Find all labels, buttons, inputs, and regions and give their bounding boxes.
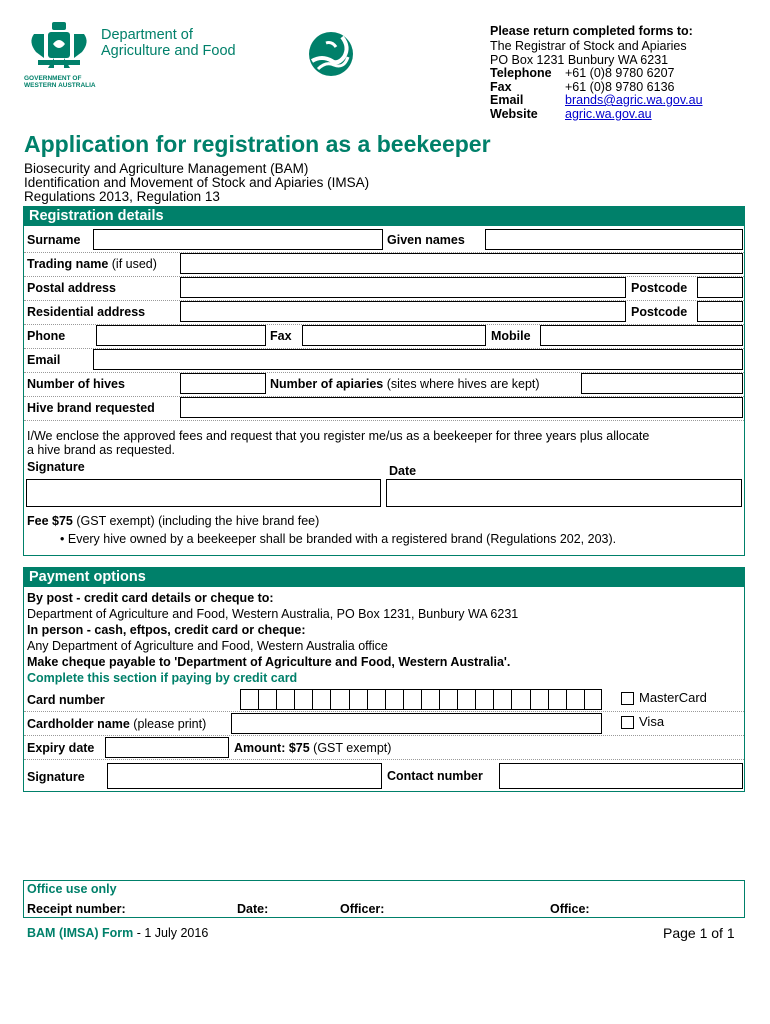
hive-brand-field[interactable] bbox=[180, 397, 743, 418]
date-label: Date bbox=[389, 464, 417, 478]
form-version: BAM (IMSA) Form - 1 July 2016 bbox=[27, 926, 209, 940]
office-date-label: Date: bbox=[237, 902, 269, 916]
officer-label: Officer: bbox=[340, 902, 385, 916]
mastercard-checkbox[interactable] bbox=[621, 692, 634, 705]
postal-address-label: Postal address bbox=[27, 281, 116, 295]
office-label: Office: bbox=[550, 902, 590, 916]
fee-text: Fee $75 (GST exempt) (including the hive brand fee) bbox=[27, 514, 320, 528]
number-of-hives-label: Number of hives bbox=[27, 377, 125, 391]
gov-line2: WESTERN AUSTRALIA bbox=[24, 82, 96, 89]
number-of-apiaries-label: Number of apiaries (sites where hives are kept) bbox=[270, 377, 540, 391]
hive-brand-label: Hive brand requested bbox=[27, 401, 155, 415]
email-label: Email bbox=[490, 93, 524, 107]
phone-label: Phone bbox=[27, 329, 66, 343]
contact-number-label: Contact number bbox=[387, 769, 483, 783]
post-address: Department of Agriculture and Food, Western Australia, PO Box 1231, Bunbury WA 6231 bbox=[27, 607, 519, 621]
given-names-field[interactable] bbox=[485, 229, 743, 250]
registrar: The Registrar of Stock and Apiaries bbox=[490, 39, 687, 53]
email-field[interactable] bbox=[93, 349, 743, 370]
visa-checkbox[interactable] bbox=[621, 716, 634, 729]
card-number-label: Card number bbox=[27, 693, 105, 707]
by-post-heading: By post - credit card details or cheque to: bbox=[27, 591, 274, 605]
amount-text: Amount: $75 (GST exempt) bbox=[234, 741, 392, 755]
fax-field[interactable] bbox=[302, 325, 486, 346]
website-link[interactable]: agric.wa.gov.au bbox=[565, 106, 652, 121]
trading-name-label: Trading name (if used) bbox=[27, 257, 157, 271]
subtitle-line2: Identification and Movement of Stock and Apiaries (IMSA) bbox=[24, 175, 370, 190]
page-number: Page 1 of 1 bbox=[663, 925, 735, 941]
trading-name-field[interactable] bbox=[180, 253, 743, 274]
return-heading: Please return completed forms to: bbox=[490, 24, 693, 38]
date-field[interactable] bbox=[386, 479, 742, 507]
payment-heading: Payment options bbox=[23, 567, 745, 587]
office-use-heading: Office use only bbox=[27, 882, 117, 896]
residential-address-field[interactable] bbox=[180, 301, 626, 322]
signature-field[interactable] bbox=[26, 479, 381, 507]
wa-crest-icon bbox=[24, 18, 94, 74]
surname-label: Surname bbox=[27, 233, 81, 247]
postal-postcode-label: Postcode bbox=[631, 281, 688, 295]
complete-note: Complete this section if paying by credit card bbox=[27, 671, 298, 685]
fax-label: Fax bbox=[490, 79, 512, 94]
in-person-heading: In person - cash, eftpos, credit card or cheque: bbox=[27, 623, 306, 637]
cardholder-label: Cardholder name (please print) bbox=[27, 717, 207, 731]
postal-address-field[interactable] bbox=[180, 277, 626, 298]
residential-postcode-label: Postcode bbox=[631, 305, 688, 319]
fax-field-label: Fax bbox=[270, 329, 292, 343]
dept-name-line1: Department of bbox=[101, 27, 193, 43]
email-link[interactable]: brands@agric.wa.gov.au bbox=[565, 93, 703, 107]
given-names-label: Given names bbox=[387, 233, 465, 247]
card-number-field[interactable] bbox=[240, 689, 602, 710]
payment-signature-label: Signature bbox=[27, 770, 85, 784]
cheque-text: Make cheque payable to 'Department of Agriculture and Food, Western Australia'. bbox=[27, 655, 511, 669]
phone-field[interactable] bbox=[96, 325, 266, 346]
dept-name-line2: Agriculture and Food bbox=[101, 43, 236, 59]
office-text: Any Department of Agriculture and Food, Western Australia office bbox=[27, 639, 388, 653]
receipt-number-label: Receipt number: bbox=[27, 902, 126, 916]
number-of-apiaries-field[interactable] bbox=[581, 373, 743, 394]
cardholder-field[interactable] bbox=[231, 713, 602, 734]
postal-postcode-field[interactable] bbox=[697, 277, 743, 298]
telephone-label: Telephone bbox=[490, 66, 552, 80]
website-label: Website bbox=[490, 106, 538, 121]
surname-field[interactable] bbox=[93, 229, 383, 250]
gov-line1: GOVERNMENT OF bbox=[24, 75, 82, 82]
mastercard-label: MasterCard bbox=[639, 690, 707, 705]
mobile-label: Mobile bbox=[491, 329, 531, 343]
expiry-field[interactable] bbox=[105, 737, 229, 758]
bullet-item: • Every hive owned by a beekeeper shall be branded with a registered brand (Regulations 202, 203). bbox=[60, 532, 617, 546]
contact-number-field[interactable] bbox=[499, 763, 743, 789]
mobile-field[interactable] bbox=[540, 325, 743, 346]
subtitle-line3: Regulations 2013, Regulation 13 bbox=[24, 189, 220, 204]
subtitle-line1: Biosecurity and Agriculture Management (BAM) bbox=[24, 161, 309, 176]
payment-signature-field[interactable] bbox=[107, 763, 382, 789]
registration-heading: Registration details bbox=[23, 206, 745, 226]
residential-address-label: Residential address bbox=[27, 305, 146, 319]
expiry-label: Expiry date bbox=[27, 741, 95, 755]
declaration-line2: a hive brand as requested. bbox=[27, 443, 176, 457]
email-field-label: Email bbox=[27, 353, 61, 367]
department-logo-icon bbox=[308, 31, 354, 77]
page-title: Application for registration as a beekeeper bbox=[24, 131, 491, 157]
fax-value: +61 (0)8 9780 6136 bbox=[565, 79, 675, 94]
telephone-value: +61 (0)8 9780 6207 bbox=[565, 66, 675, 80]
visa-label: Visa bbox=[639, 714, 665, 729]
declaration-line1: I/We enclose the approved fees and request that you register me/us as a beekeeper for three years plus allocate bbox=[27, 429, 650, 443]
signature-label: Signature bbox=[27, 460, 85, 474]
number-of-hives-field[interactable] bbox=[180, 373, 266, 394]
residential-postcode-field[interactable] bbox=[697, 301, 743, 322]
po-box: PO Box 1231 Bunbury WA 6231 bbox=[490, 52, 669, 67]
